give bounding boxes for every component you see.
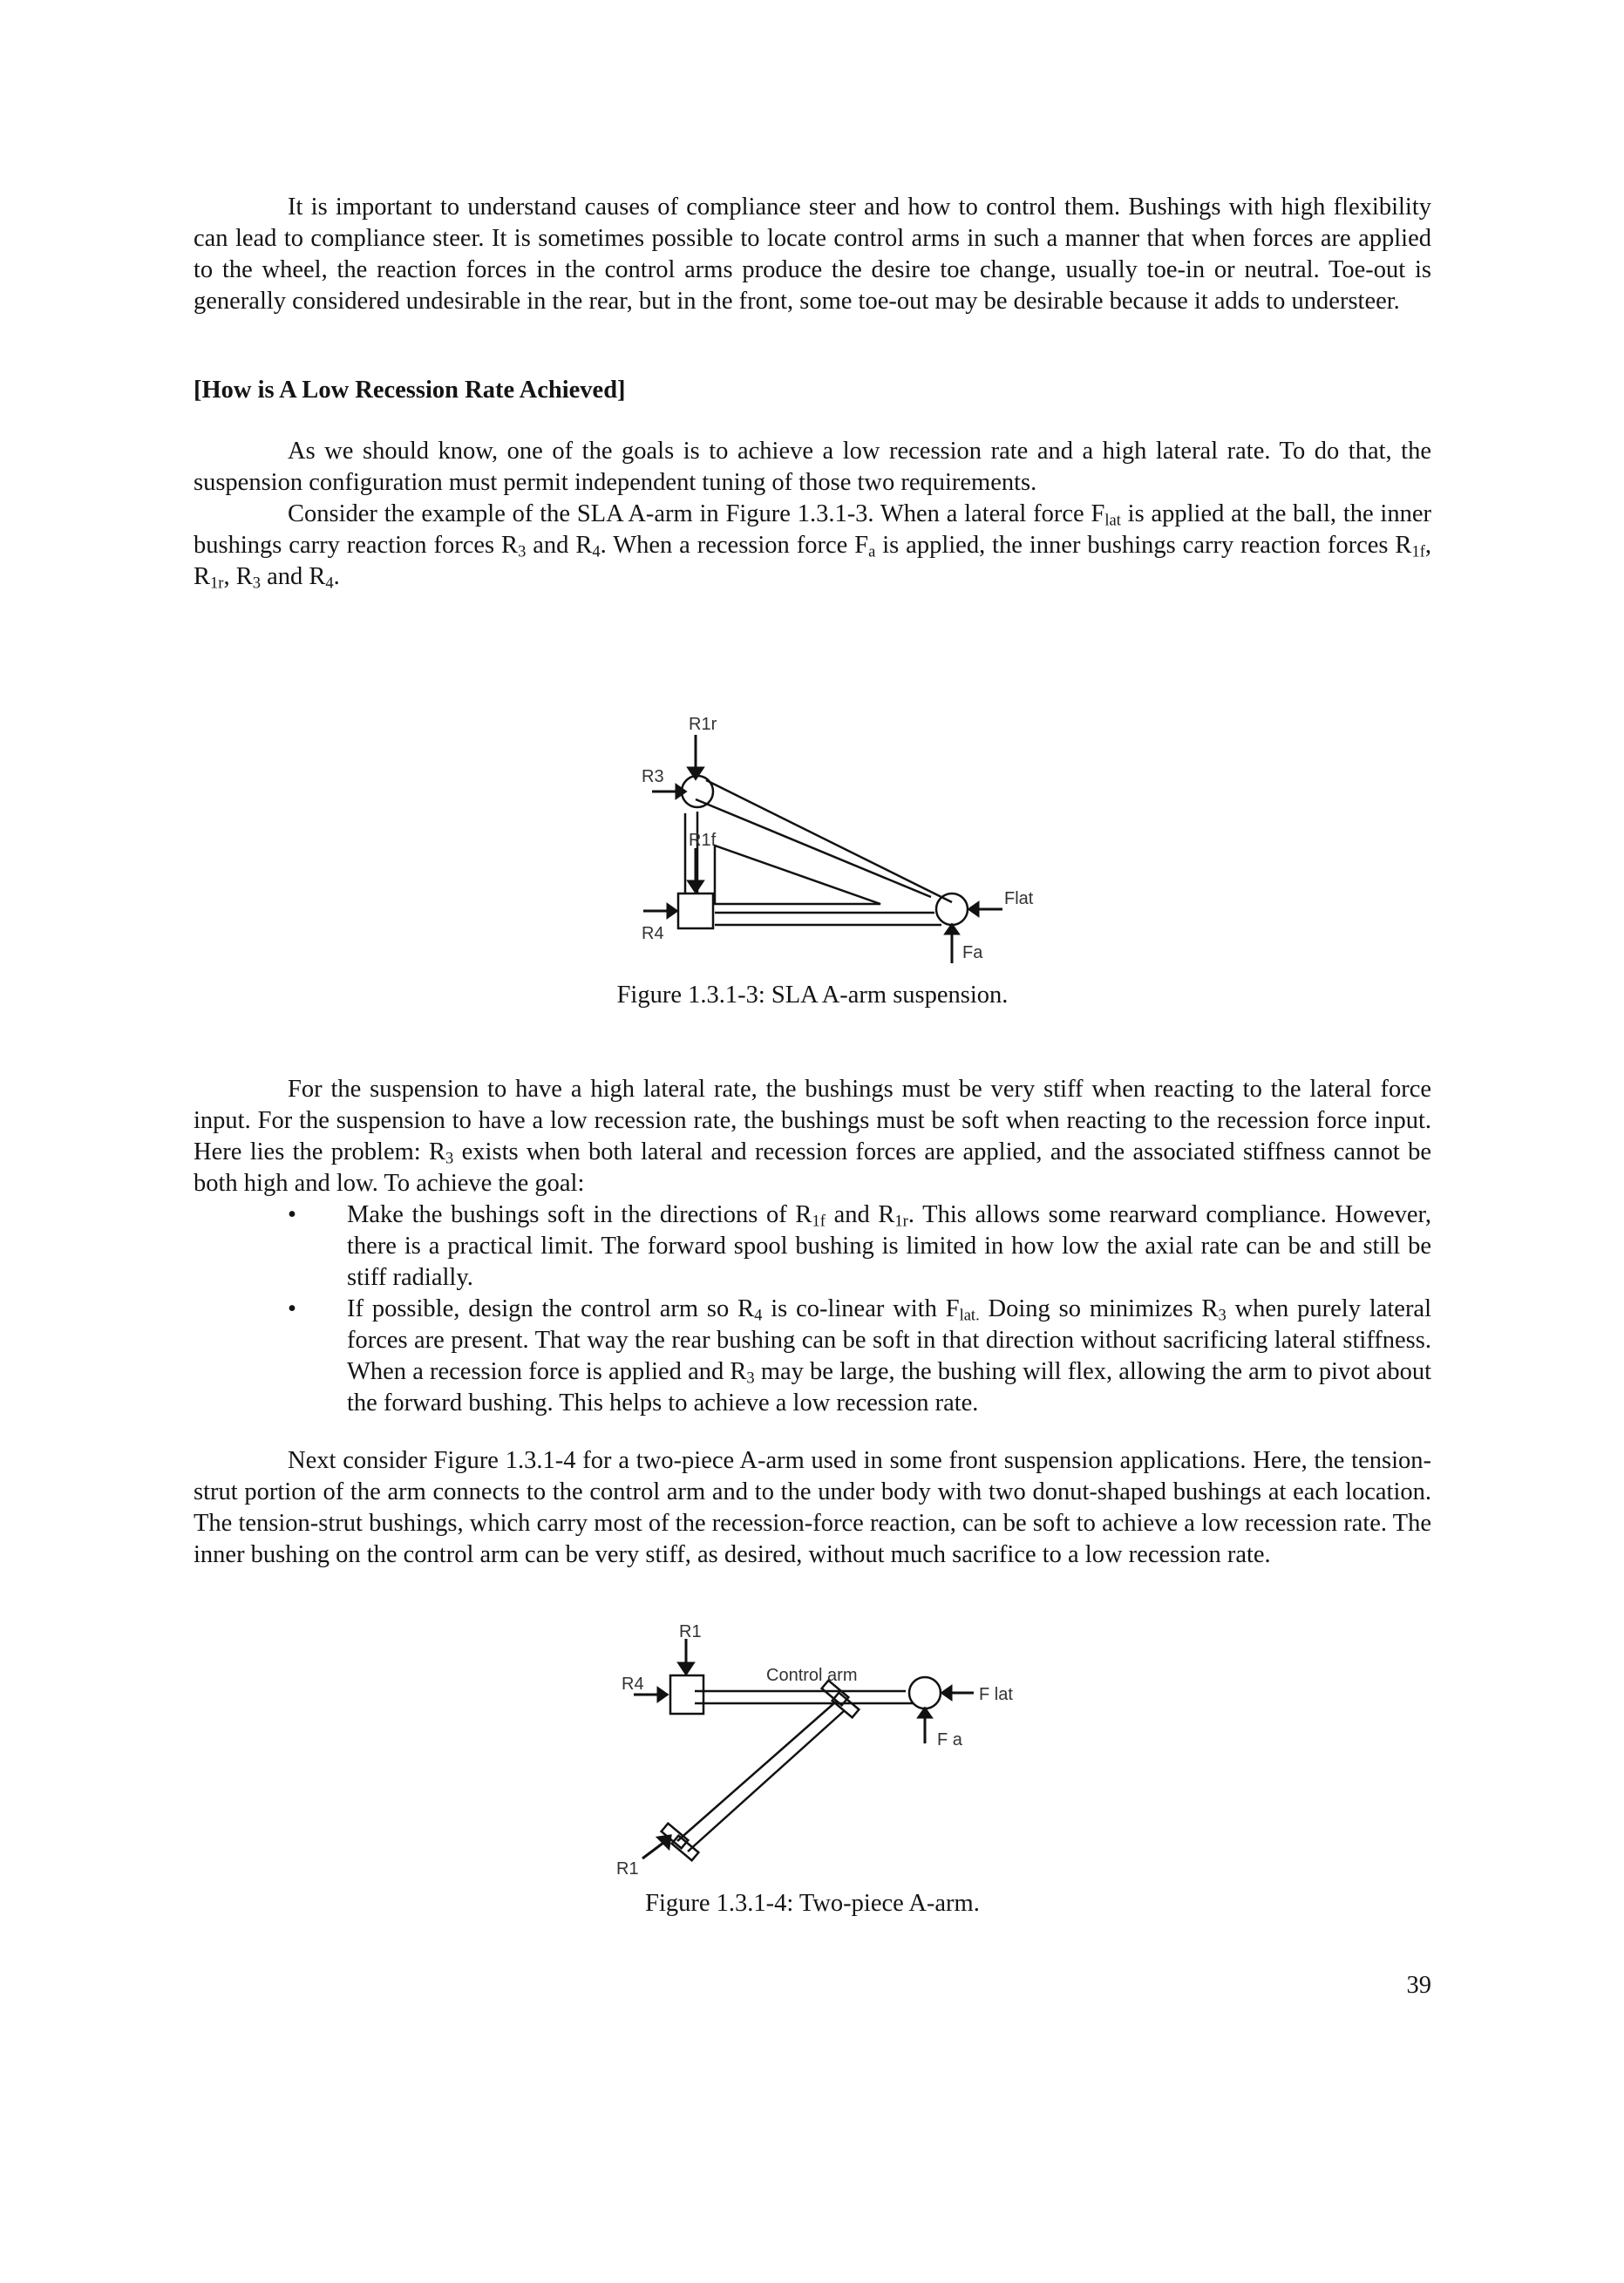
flat-arrow-head: [969, 903, 978, 915]
r4-arrow-head: [668, 905, 676, 917]
label-flat: F lat: [979, 1685, 1013, 1704]
label-r3: R3: [642, 767, 664, 786]
label-r1: R1: [679, 1623, 702, 1641]
label-fa: Fa: [962, 943, 983, 962]
paragraph-compliance-steer: It is important to understand causes of compliance steer and how to control them. Bushings with high flexibility can lead to compliance steer. It is sometimes possible to locate control arms in such a manner that when forces are applied to the wheel, the reaction forces in the control arms produce the desire toe change, usually toe-in or neutral. Toe-out is generally considered undesirable in the rear, but in the front, some toe-out may be desirable because it adds to understeer.: [194, 194, 1431, 315]
inner-bushing-box: [670, 1675, 703, 1714]
figure-2-caption: Figure 1.3.1-4: Two-piece A-arm.: [645, 1890, 980, 1917]
r1b-arrow-shaft: [642, 1843, 663, 1858]
front-bushing-box: [678, 893, 713, 928]
label-flat: Flat: [1004, 889, 1034, 908]
outer-ball-joint: [909, 1677, 941, 1709]
paragraph-recession-goals: [194, 436, 1431, 593]
strut-bushing-upper-2: [832, 1693, 860, 1717]
figure-1-caption: Figure 1.3.1-3: SLA A-arm suspension.: [616, 982, 1009, 1009]
r1f-arrow-head: [689, 881, 703, 892]
r4-arrow-head: [658, 1688, 667, 1701]
page-number: 39: [1406, 1972, 1431, 1999]
list-item: • Make the bushings soft in the directions of $R_{1f}$ and $R_{1r}$. This allows some rearward compliance. However, there is a practical limit. The forward spool bushing is limited in how low the axial rate can be and still be stiff radially.: [288, 1201, 1431, 1291]
label-r1-lower: R1: [616, 1859, 639, 1879]
strut-bushing-lower-2: [672, 1836, 699, 1860]
tension-strut-edge-2: [688, 1710, 845, 1852]
tension-strut-edge-1: [677, 1702, 836, 1841]
paragraph-lateral-rate-text: For the suspension to have a high lateral rate, the bushings must be very stiff when reacting to the lateral force input. For the suspension to have a low recession rate, the bushings must be soft when reacting to the recession force input. Here lies the problem: $R_3$ exists when both lateral and recession forces are applied, and the associated stiffness cannot be both high and low. To achieve the goal:: [194, 1076, 1431, 1197]
paragraph-lateral-rate: [194, 1074, 1431, 1419]
upper-arm-edge-2: [696, 799, 931, 897]
flat-arrow-head: [942, 1687, 951, 1699]
section-heading: [How is A Low Recession Rate Achieved]: [194, 377, 626, 404]
paragraph-two-piece-arm: Next consider Figure 1.3.1-4 for a two-piece A-arm used in some front suspension applications. Here, the tension-strut portion of the arm connects to the control arm and to the under body with two donut-shaped bushings at each location. The tension-strut bushings, which carry most of the recession-force reaction, can be soft to achieve a low recession rate. The inner bushing on the control arm can be very stiff, as desired, without much sacrifice to a low recession rate.: [194, 1447, 1431, 1568]
label-r1r: R1r: [689, 715, 717, 734]
label-r1f: R1f: [689, 831, 717, 850]
label-fa: F a: [937, 1730, 962, 1750]
outer-ball-joint: [936, 893, 968, 925]
label-control-arm: Control arm: [766, 1666, 858, 1685]
list-item: • If possible, design the control arm so $R_4$ is co-linear with $F_{lat.}$ Doing so minimizes $R_3$ when purely lateral forces are present. That way the rear bushing can be soft in that direction without sacrificing lateral stiffness. When a recession force is applied and $R_3$ may be large, the bushing will flex, allowing the arm to pivot about the forward bushing. This helps to achieve a low recession rate.: [288, 1295, 1432, 1417]
goal-bullet-list: [194, 1199, 1431, 1419]
two-piece-a-arm-diagram: [608, 1623, 1061, 1892]
r3-arrow-head: [676, 785, 685, 798]
fa-arrow-head: [946, 925, 958, 934]
r1-arrow-head: [679, 1663, 693, 1674]
paragraph-sla-example: Consider the example of the SLA A-arm in Figure 1.3.1-3. When a lateral force $F_{lat}$ is applied at the ball, the inner bushings carry reaction forces $R_3$ and $R_4$. When a recession force $F_a$ is applied, the inner bushings carry reaction forces $R_{1f}$, $R_{1r}$, $R_3$ and $R_4$.: [194, 500, 1432, 593]
sla-a-arm-diagram: [628, 710, 1046, 972]
label-r4: R4: [622, 1675, 644, 1694]
upper-arm-edge-1: [706, 780, 952, 902]
paragraph-goals-text: As we should know, one of the goals is to achieve a low recession rate and a high lateral rate. To do that, the suspension configuration must permit independent tuning of those two requirements.: [194, 438, 1431, 496]
label-r4: R4: [642, 924, 664, 943]
fa-arrow-head: [919, 1709, 931, 1717]
